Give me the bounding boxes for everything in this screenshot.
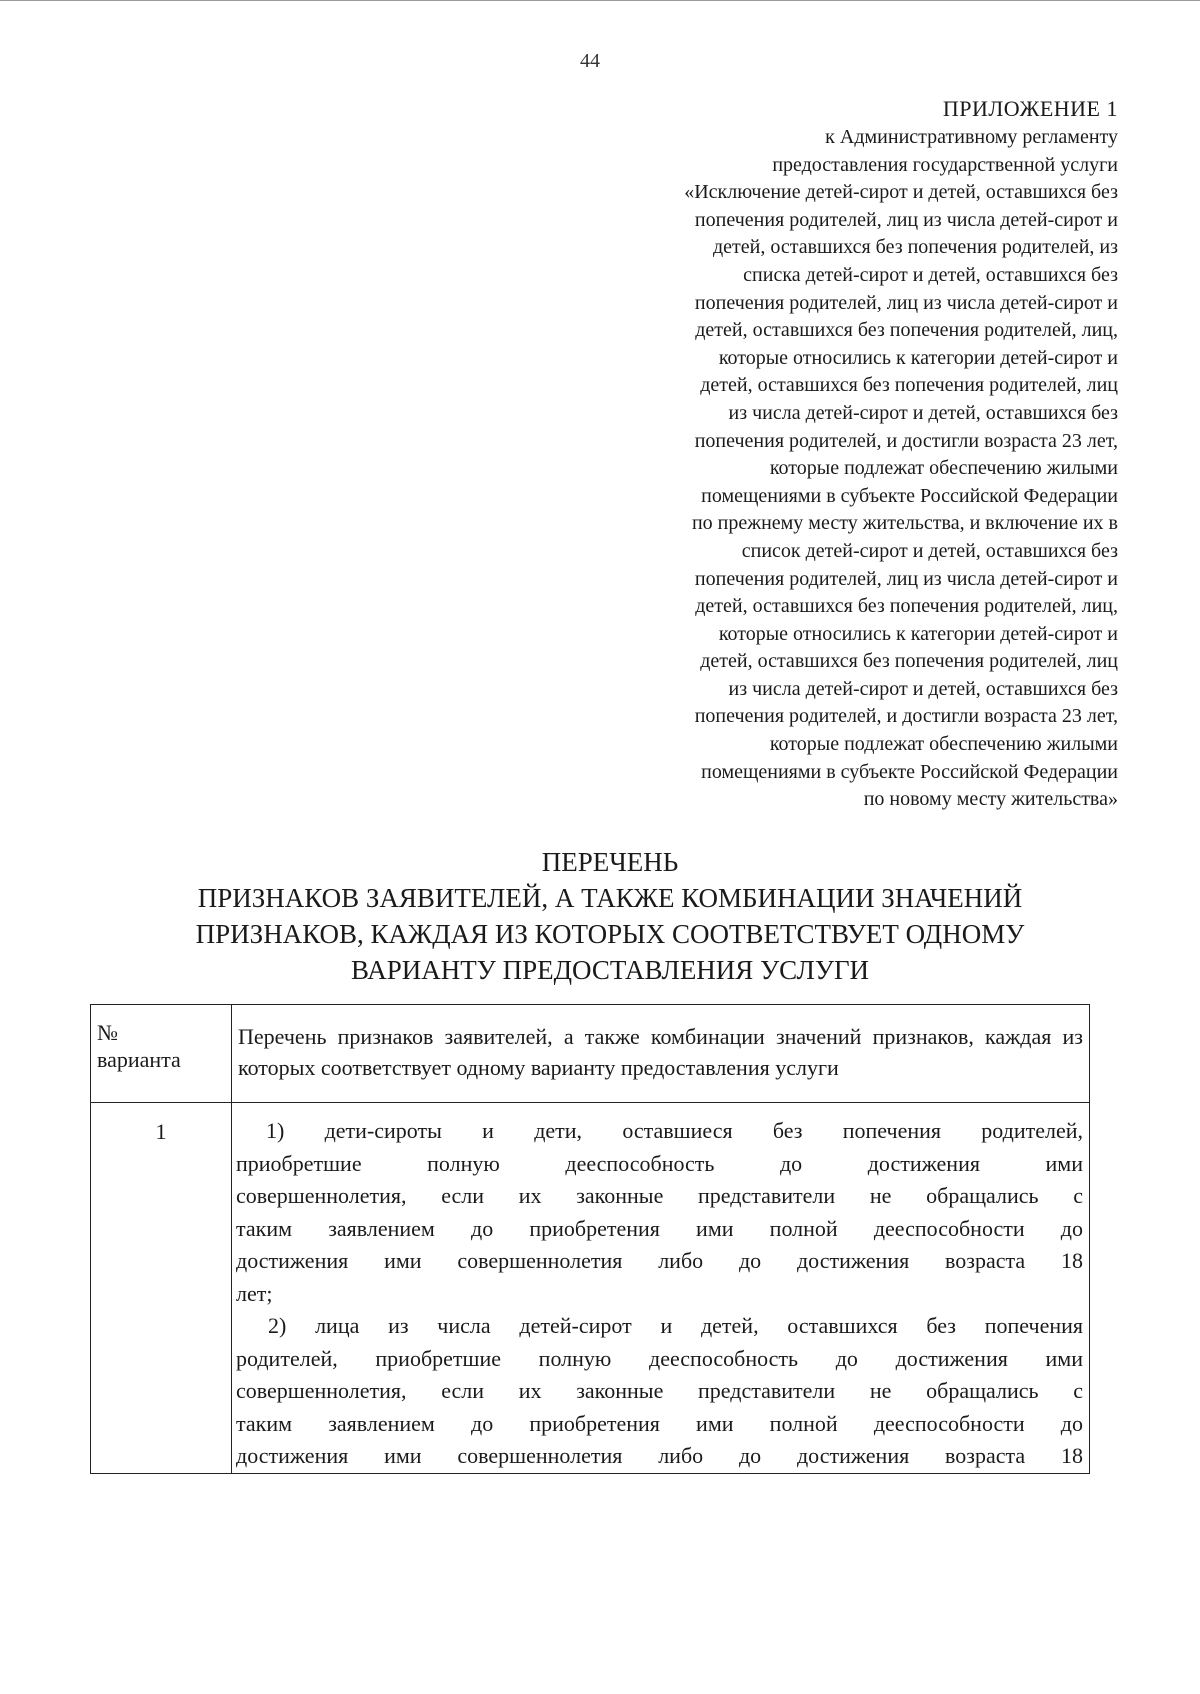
header-description: Перечень признаков заявителей, а также комбинации значений признаков, каждая из которых соответствует одному варианту предоставления услуги (232, 1005, 1090, 1103)
heading-line: ПРИЗНАКОВ ЗАЯВИТЕЛЕЙ, А ТАКЖЕ КОМБИНАЦИИ ЗНАЧЕНИЙ (197, 883, 1023, 913)
appendix-line: которые подлежат обеспечению жилыми (769, 733, 1118, 756)
description-line: таким заявлением до приобретения ими полной дееспособности до (236, 1410, 1083, 1436)
appendix-line: детей, оставшихся без попечения родителей, лиц (700, 374, 1118, 397)
description-line: таким заявлением до приобретения ими полной дееспособности до (236, 1215, 1083, 1241)
appendix-line: попечения родителей, лиц из числа детей-сирот и (694, 208, 1118, 231)
description-line: достижения ими совершеннолетия либо до достижения возраста 18 (236, 1248, 1083, 1273)
header-number-label: варианта (97, 1047, 181, 1072)
variant-number: 1 (91, 1103, 232, 1474)
appendix-title: ПРИЛОЖЕНИЕ 1 (942, 96, 1118, 121)
appendix-line: которые относились к категории детей-сирот и (718, 622, 1118, 645)
description-line: совершеннолетия, если их законные представители не обращались с (236, 1378, 1083, 1403)
appendix-line: списка детей-сирот и детей, оставшихся без (743, 263, 1118, 286)
appendix-line: детей, оставшихся без попечения родителей, из (713, 236, 1118, 259)
appendix-block (558, 94, 1118, 814)
appendix-line: к Административному регламенту (825, 126, 1118, 148)
appendix-line: которые относились к категории детей-сирот и (718, 346, 1118, 369)
appendix-line: предоставления государственной услуги (772, 153, 1118, 176)
appendix-line: из числа детей-сирот и детей, оставшихся без (728, 677, 1118, 700)
description-line: 2) лица из числа детей-сирот и детей, оставшихся без попечения (268, 1313, 1083, 1338)
appendix-line: «Исключение детей-сирот и детей, оставшихся без (684, 181, 1118, 204)
description-line: достижения ими совершеннолетия либо до достижения возраста 18 (236, 1443, 1083, 1468)
table-row (91, 1103, 1090, 1474)
appendix-line: детей, оставшихся без попечения родителей, лиц, (695, 595, 1118, 618)
appendix-line: детей, оставшихся без попечения родителей, лиц (700, 650, 1118, 673)
description-line: приобретшие полную дееспособность до достижения ими (236, 1150, 1083, 1176)
appendix-line: детей, оставшихся без попечения родителей, лиц, (695, 319, 1118, 342)
appendix-line: попечения родителей, и достигли возраста 23 лет, (694, 429, 1118, 452)
heading-line: ПРИЗНАКОВ, КАЖДАЯ ИЗ КОТОРЫХ СООТВЕТСТВУЕТ ОДНОМУ (195, 919, 1025, 949)
table-header-row (91, 1005, 1090, 1103)
heading-line: ВАРИАНТУ ПРЕДОСТАВЛЕНИЯ УСЛУГИ (350, 955, 870, 985)
appendix-line: попечения родителей, и достигли возраста 23 лет, (694, 705, 1118, 728)
appendix-line: которые подлежат обеспечению жилыми (769, 457, 1118, 480)
appendix-line: по новому месту жительства» (863, 788, 1118, 811)
appendix-line: из числа детей-сирот и детей, оставшихся без (728, 401, 1118, 424)
description-line: родителей, приобретшие полную дееспособность до достижения ими (236, 1345, 1083, 1371)
appendix-line: попечения родителей, лиц из числа детей-сирот и (694, 291, 1118, 314)
description-line: совершеннолетия, если их законные представители не обращались с (236, 1183, 1083, 1208)
header-variant-number (91, 1005, 232, 1103)
appendix-line: по прежнему месту жительства, и включение их в (691, 512, 1118, 535)
page-number: 44 (580, 50, 600, 72)
appendix-line: список детей-сирот и детей, оставшихся без (741, 539, 1118, 562)
variant-description (232, 1103, 1090, 1474)
description-line: лет; (236, 1280, 273, 1306)
appendix-line: помещениями в субъекте Российской Федерации (701, 760, 1118, 783)
appendix-line: попечения родителей, лиц из числа детей-сирот и (694, 567, 1118, 590)
scan-top-edge (0, 0, 1200, 1)
variants-table (90, 1004, 1090, 1474)
document-heading (110, 844, 1110, 988)
header-number-sign: № (97, 1020, 118, 1045)
appendix-line: помещениями в субъекте Российской Федерации (701, 484, 1118, 507)
description-line: 1) дети-сироты и дети, оставшиеся без попечения родителей, (266, 1118, 1083, 1143)
heading-line: ПЕРЕЧЕНЬ (541, 847, 679, 877)
